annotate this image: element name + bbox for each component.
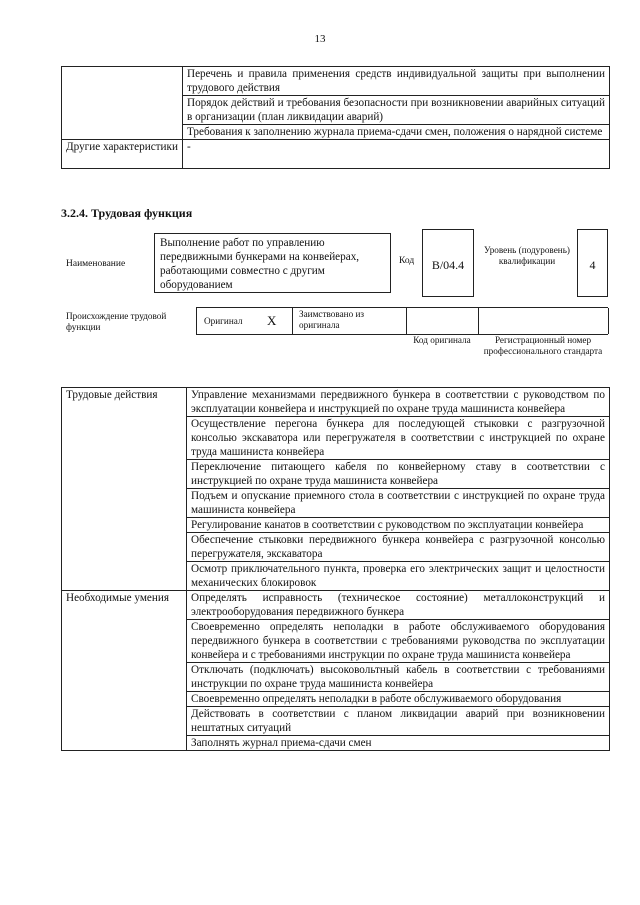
table-row xyxy=(62,388,610,417)
origin-label: Происхождение трудовой функции xyxy=(66,311,167,332)
origin-code-cell xyxy=(406,308,479,334)
table-cell: Своевременно определять неполадки в работе обслуживаемого оборудования передвижного бункера в соответствии с требованиями руководства по эксплуатации конвейера и с требованиями инструкции по охране труда машиниста конвейера xyxy=(187,620,610,663)
section-title: 3.2.4. Трудовая функция xyxy=(61,206,193,220)
group-label-actions: Трудовые действия xyxy=(62,388,187,591)
table-cell: Обеспечение стыковки передвижного бункера конвейера с разгрузочной консолью перегружателя, экскаватора xyxy=(187,533,610,562)
table-cell: Порядок действий и требования безопасности при возникновении аварийных ситуаций в организации (план ликвидации аварий) xyxy=(183,96,610,125)
table-cell: Отключать (подключать) высоковольтный кабель в соответствии с требованиями инструкции по охране труда машиниста конвейера xyxy=(187,663,610,692)
table-cell: Осмотр приключательного пункта, проверка его электрических защит и целостности механических блокировок xyxy=(187,562,610,591)
borrowed-label: Заимствовано из оригинала xyxy=(299,309,365,330)
original-mark: X xyxy=(267,313,277,328)
table-cell: Переключение питающего кабеля по конвейерному ставу в соответствии с инструкцией по охране труда машиниста конвейера xyxy=(187,460,610,489)
group-label-skills: Необходимые умения xyxy=(62,591,187,751)
table-cell: Подъем и опускание приемного стола в соответствии с инструкцией по охране труда машиниста конвейера xyxy=(187,489,610,518)
table-cell: Управление механизмами передвижного бункера в соответствии с руководством по эксплуатации конвейера и инструкцией по охране труда машиниста конвейера xyxy=(187,388,610,417)
row-label xyxy=(62,67,183,140)
table-cell: Своевременно определять неполадки в работе обслуживаемого оборудования xyxy=(187,692,610,707)
table-cell: Действовать в соответствии с планом ликвидации аварий при возникновении нештатных ситуаций xyxy=(187,707,610,736)
origin-reg-cell xyxy=(478,308,609,334)
table-cell: - xyxy=(183,140,610,169)
page-number: 13 xyxy=(314,33,326,45)
labor-function-table xyxy=(61,387,610,751)
code-label: Код xyxy=(399,256,415,266)
table-row xyxy=(62,67,610,96)
function-name-box: Выполнение работ по управлению передвижными бункерами на конвейерах, работающими совместно с другим оборудованием xyxy=(154,233,391,293)
reg-number-label: Регистрационный номер профессионального стандарта xyxy=(483,335,603,356)
row-label: Другие характеристики xyxy=(62,140,183,169)
code-original-label: Код оригинала xyxy=(413,335,471,345)
table-row xyxy=(62,591,610,620)
table-cell: Определять исправность (техническое состояние) металлоконструкций и электрооборудования передвижного бункера xyxy=(187,591,610,620)
table-row xyxy=(62,140,610,169)
name-label: Наименование xyxy=(66,259,126,269)
table-cell: Перечень и правила применения средств индивидуальной защиты при выполнении трудового действия xyxy=(183,67,610,96)
table-cell: Регулирование канатов в соответствии с руководством по эксплуатации конвейера xyxy=(187,518,610,533)
top-characteristics-table xyxy=(61,66,610,169)
original-label: Оригинал xyxy=(204,316,243,326)
table-cell: Заполнять журнал приема-сдачи смен xyxy=(187,736,610,751)
table-cell: Требования к заполнению журнала приема-сдачи смен, положения о нарядной системе xyxy=(183,125,610,140)
table-cell: Осуществление перегона бункера для последующей стыковки с разгрузочной консолью экскаватора или перегружателя в соответствии с инструкцией по охране труда машиниста конвейера xyxy=(187,417,610,460)
qualification-level-box: 4 xyxy=(577,229,608,297)
qualification-level-label: Уровень (подуровень) квалификации xyxy=(484,245,570,266)
function-code-box: В/04.4 xyxy=(422,229,474,297)
